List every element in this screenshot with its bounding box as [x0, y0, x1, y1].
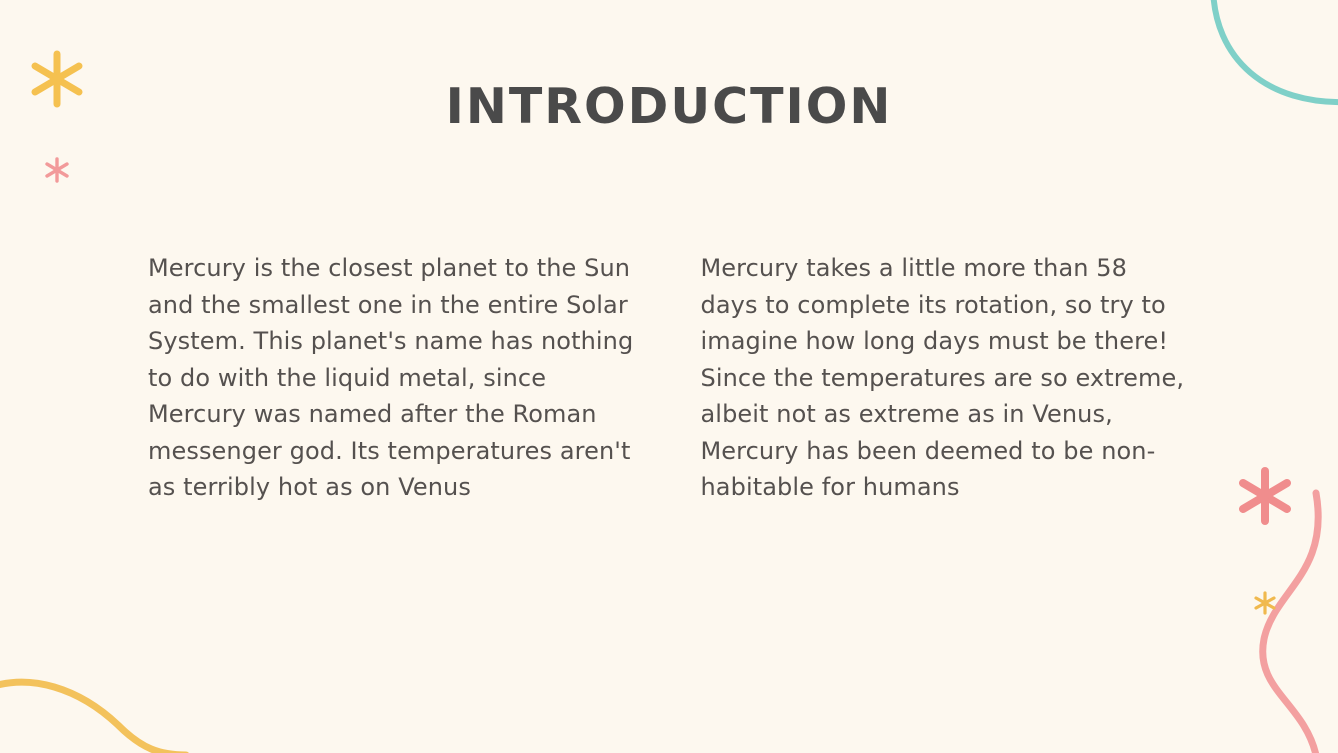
star-yellow-small-icon: [1252, 590, 1278, 616]
page-title: INTRODUCTION: [445, 78, 893, 135]
star-pink-small-icon: [42, 155, 72, 185]
paragraph-right: Mercury takes a little more than 58 days to complete its rotation, so try to imagine how long days must be there! Since the temperatures are so extreme, albeit not as extreme as in Venus, Mercury has been deemed to be non-habitable for humans: [700, 254, 1185, 501]
star-pink-large-icon: [1234, 465, 1296, 527]
paragraph-left: Mercury is the closest planet to the Sun and the smallest one in the entire Solar System. This planet's name has nothing to do with the liquid metal, since Mercury was named after the Roman messenger god. Its temperatures aren't as terribly hot as on Venus: [148, 254, 634, 501]
curve-pink-bottom-right-icon: [1078, 463, 1338, 753]
text-column-left: [148, 250, 638, 506]
body-columns: [148, 250, 1190, 506]
text-column-right: [701, 250, 1191, 506]
curve-yellow-bottom-left-icon: [0, 573, 220, 753]
